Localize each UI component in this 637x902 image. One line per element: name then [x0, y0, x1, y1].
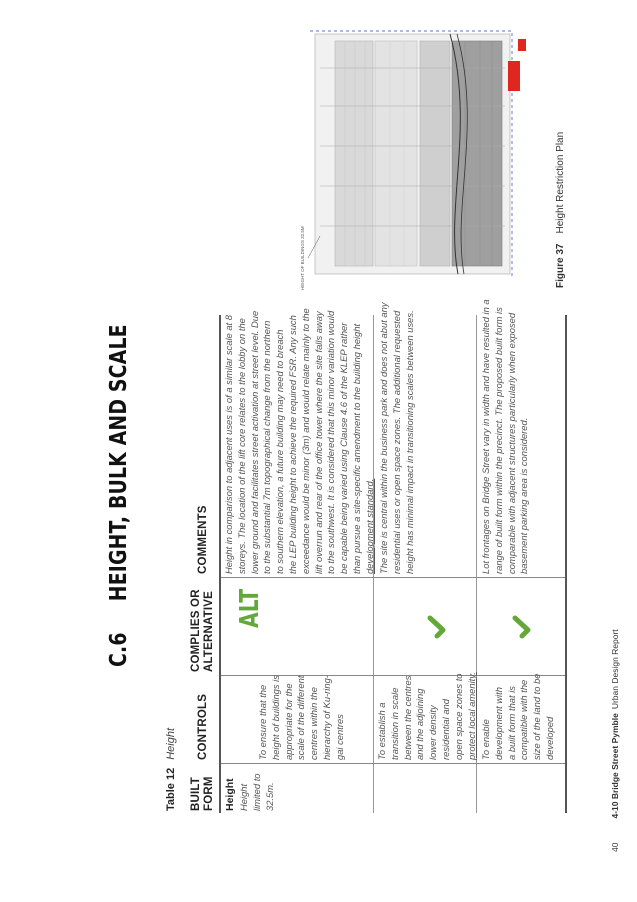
text-line: than pursue a site-specific amendment to the building height: [350, 323, 362, 574]
text-line: lower ground and facilitates street activation at street level. Due: [248, 310, 260, 574]
figure-label: Figure 37: [555, 243, 566, 288]
text-line: 32.5m.: [263, 782, 275, 811]
text-line: lift overrun and rear of the office tower where the site falls away: [312, 311, 324, 574]
report-name: Urban Design Report: [610, 629, 620, 710]
text-line: and the adjoining: [414, 688, 426, 760]
text-line: a built form that is: [505, 686, 517, 760]
header-complies: [190, 589, 216, 672]
text-line: basement parking area is considered.: [518, 417, 530, 574]
text-line: exceedance would be minor (3m) and would relate mainly to the: [299, 308, 311, 574]
header-built-form: [190, 776, 216, 811]
controls-text: [376, 672, 478, 760]
text-line: to the substantial 7m topographical change from the northern: [261, 320, 273, 574]
text-line: hierarchy of Ku-ring-: [320, 675, 332, 760]
text-line: size of the land to be: [531, 673, 543, 760]
text-line: lower density: [427, 705, 439, 760]
text-line: development with: [492, 687, 504, 760]
text-line: To establish a: [376, 702, 387, 760]
text-line: To ensure that the: [257, 684, 268, 760]
text-line: height has minimal impact in transitioning scales between uses.: [403, 310, 415, 574]
text-line: Height in comparison to adjacent uses is of a similar scale at 8: [223, 315, 234, 574]
drawing-label: HEIGHT OF BUILDINGS 32.5M: [300, 226, 305, 290]
text-line: height of buildings is: [269, 675, 281, 760]
text-line: development standard.: [363, 478, 375, 574]
built-form-title: Height: [224, 778, 236, 811]
comments-text: [378, 302, 416, 574]
section-title: HEIGHT, BULK AND SCALE: [106, 324, 132, 602]
alternative-status: ALT: [235, 588, 265, 628]
header-built-form-line: BUILT: [190, 776, 202, 811]
text-line: storeys. The location of the lift core relates to the lobby on the: [235, 318, 247, 574]
height-restriction-drawing: [280, 16, 535, 296]
text-line: To enable: [480, 719, 491, 760]
controls-text: [480, 673, 557, 760]
table-name: Height: [165, 727, 177, 760]
text-line: protect local amenity.: [465, 672, 477, 760]
text-line: centres within the: [308, 687, 320, 760]
header-complies-line: COMPLIES OR: [190, 589, 202, 672]
text-line: between the centres: [401, 675, 413, 760]
text-line: transition in scale: [388, 687, 400, 760]
header-comments: COMMENTS: [197, 505, 209, 574]
comments-text: [480, 299, 531, 574]
figure-caption: [555, 132, 566, 288]
text-line: residential uses or open space zones. The additional requested: [390, 310, 402, 574]
column-divider: [221, 763, 565, 764]
text-line: The site is central within the business park and does not abut any: [378, 302, 389, 574]
table-caption: [165, 728, 177, 811]
text-line: comparable with adjacent structures particularly when exposed: [505, 312, 517, 574]
table-label: Table 12: [165, 767, 177, 811]
header-built-form-line: FORM: [203, 776, 215, 811]
text-line: developed: [543, 716, 555, 760]
checkmark-icon: [512, 615, 531, 639]
text-line: to the southwest. It is considered that this minor variation would: [325, 310, 337, 574]
text-line: scale of the different: [295, 675, 307, 760]
text-line: range of built form within the precinct. The proposed built form is: [492, 307, 504, 574]
text-line: residential and: [439, 699, 451, 760]
text-line: be capable being varied using Clause 4.6 of the KLEP rather: [338, 322, 350, 574]
text-line: limited to: [250, 773, 262, 811]
text-line: Lot frontages on Bridge Street vary in width and have resulted in a: [480, 299, 491, 574]
text-line: open space zones to: [452, 673, 464, 760]
comments-text: [223, 308, 377, 574]
built-form-text: [238, 773, 276, 811]
text-line: compatible with the: [518, 679, 530, 760]
text-line: gai centres: [333, 714, 345, 760]
page-number: 40: [610, 842, 620, 852]
page-footer: [610, 629, 620, 852]
header-controls: CONTROLS: [197, 693, 209, 760]
project-name: 4-10 Bridge Street Pymble: [610, 713, 620, 819]
column-divider: [221, 577, 565, 578]
drawing-svg: [280, 16, 535, 296]
controls-text: [257, 675, 347, 760]
section-number: C.6: [106, 632, 132, 667]
section-heading: [106, 324, 132, 667]
text-line: appropriate for the: [282, 683, 294, 760]
table-header-rule: [219, 315, 221, 813]
text-line: Height: [238, 783, 249, 811]
text-line: the LEP building height to achieve the required FSR. Any such: [286, 315, 298, 574]
header-complies-line: ALTERNATIVE: [203, 591, 215, 672]
figure-title: Height Restriction Plan: [555, 131, 566, 234]
checkmark-icon: [427, 615, 446, 639]
text-line: to southern elevation, a future building may need to breach: [274, 329, 286, 574]
table-bottom-rule: [565, 315, 567, 813]
